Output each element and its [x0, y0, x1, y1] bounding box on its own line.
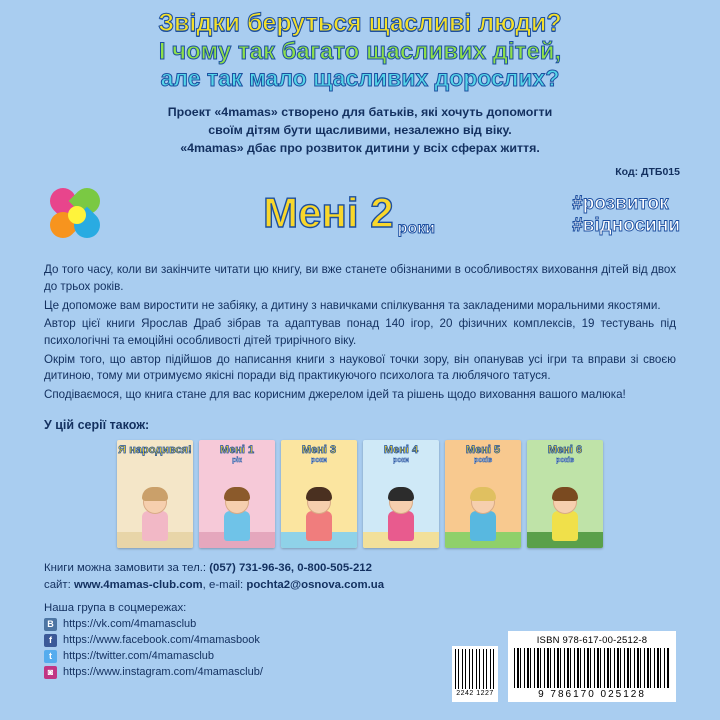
list-item[interactable] — [44, 618, 676, 631]
isbn-barcode — [508, 631, 676, 702]
barcode-bars — [514, 648, 670, 688]
social-url[interactable]: https://vk.com/4mamasclub — [63, 618, 197, 631]
list-item[interactable] — [117, 440, 193, 548]
social-url[interactable]: https://www.facebook.com/4mamasbook — [63, 634, 260, 647]
book-title-unit: роки — [397, 220, 435, 238]
book-title-age: Мені 2 — [263, 189, 394, 237]
cover-figure — [302, 490, 336, 542]
intro-line-1: Проект «4mamas» створено для батьків, які хочуть допомогти — [167, 105, 553, 120]
hashtags — [572, 193, 686, 238]
list-item[interactable] — [527, 440, 603, 548]
cover-title: Мені 1 рік — [219, 443, 255, 464]
email-label: , e-mail: — [202, 578, 244, 591]
facebook-icon: f — [44, 634, 57, 647]
list-item[interactable] — [281, 440, 357, 548]
intro-line-2: своїм дітям бути щасливими, незалежно від віку. — [208, 123, 512, 138]
barcode-number: 9 786170 025128 — [538, 689, 646, 700]
description-paragraph: Автор цієї книги Ярослав Драб зібрав та адаптував понад 140 ігор, 20 фізичних комплексів, 19 тестувань під психологічні та емоційні особливості дітей трирічного віку. — [44, 317, 676, 348]
list-item[interactable] — [199, 440, 275, 548]
description-paragraph: Окрім того, що автор підійшов до написання книги з наукової точки зору, він опанував усі ігри та вправи зі своєю дитиною, тому ми отримуємо якісні поради від практикуючого психолога та люблячого татуся. — [44, 352, 676, 383]
social-url[interactable]: https://twitter.com/4mamasclub — [63, 650, 214, 663]
instagram-icon: ◙ — [44, 666, 57, 679]
cover-figure — [466, 490, 500, 542]
description-text — [44, 262, 676, 404]
list-item[interactable] — [363, 440, 439, 548]
twitter-icon: t — [44, 650, 57, 663]
phone-line — [44, 560, 676, 577]
headline-line-1: Звідки беруться щасливі люди? — [158, 9, 562, 37]
site-line — [44, 577, 676, 594]
intro-block — [56, 104, 664, 158]
description-paragraph: Це допоможе вам виростити не забіяку, а дитину з навичками спілкування та закладеними моральними якостями. — [44, 298, 661, 312]
description-paragraph: До того часу, коли ви закінчите читати цю книгу, ви вже станете обізнаними в особливостях виховання дітей від двох до трьох років. — [44, 263, 676, 293]
hashtag-1: #розвиток — [572, 192, 669, 214]
barcode-number: 2242 1227 — [456, 690, 494, 697]
list-item[interactable] — [445, 440, 521, 548]
barcode-bars — [455, 649, 495, 689]
vk-icon: B — [44, 618, 57, 631]
site-label: сайт: — [44, 578, 71, 591]
intro-line-3: «4mamas» дбає про розвиток дитини у всіх сферах життя. — [180, 141, 540, 156]
product-code: Код: ДТБ015 — [615, 166, 680, 179]
flower-logo-icon — [44, 184, 110, 246]
cover-title: Мені 5 років — [465, 443, 501, 464]
series-heading: У цій серії також: — [44, 417, 150, 432]
contact-block — [44, 560, 676, 594]
headline-line-3: але так мало щасливих дорослих? — [160, 64, 560, 91]
social-heading: Наша група в соцмережах: — [44, 601, 187, 614]
hashtag-2: #відносини — [572, 215, 680, 237]
cover-figure — [138, 490, 172, 542]
cover-title: Я народився! — [118, 443, 192, 456]
email-address[interactable]: pochta2@osnova.com.ua — [246, 578, 385, 591]
cover-figure — [384, 490, 418, 542]
headline-line-2: І чому так багато щасливих дітей, — [158, 37, 562, 65]
description-paragraph: Сподіваємося, що книга стане для вас корисним джерелом ідей та рішень щодо виховання вашого малюка! — [44, 388, 626, 402]
series-cover-list — [40, 440, 680, 548]
isbn-text: ISBN 978-617-00-2512-8 — [536, 635, 648, 646]
cover-title: Мені 3 роки — [301, 443, 337, 464]
phone-label: Книги можна замовити за тел.: — [44, 561, 207, 574]
cover-figure — [548, 490, 582, 542]
phone-numbers: (057) 731-96-36, 0-800-505-212 — [209, 561, 372, 574]
social-url[interactable]: https://www.instagram.com/4mamasclub/ — [63, 666, 263, 679]
cover-title: Мені 4 роки — [383, 443, 419, 464]
cover-title: Мені 6 років — [547, 443, 583, 464]
book-title — [110, 189, 572, 238]
site-url[interactable]: www.4mamas-club.com — [73, 578, 203, 591]
headline-block — [0, 0, 720, 94]
cover-figure — [220, 490, 254, 542]
title-band — [34, 180, 686, 250]
secondary-barcode — [452, 646, 498, 702]
